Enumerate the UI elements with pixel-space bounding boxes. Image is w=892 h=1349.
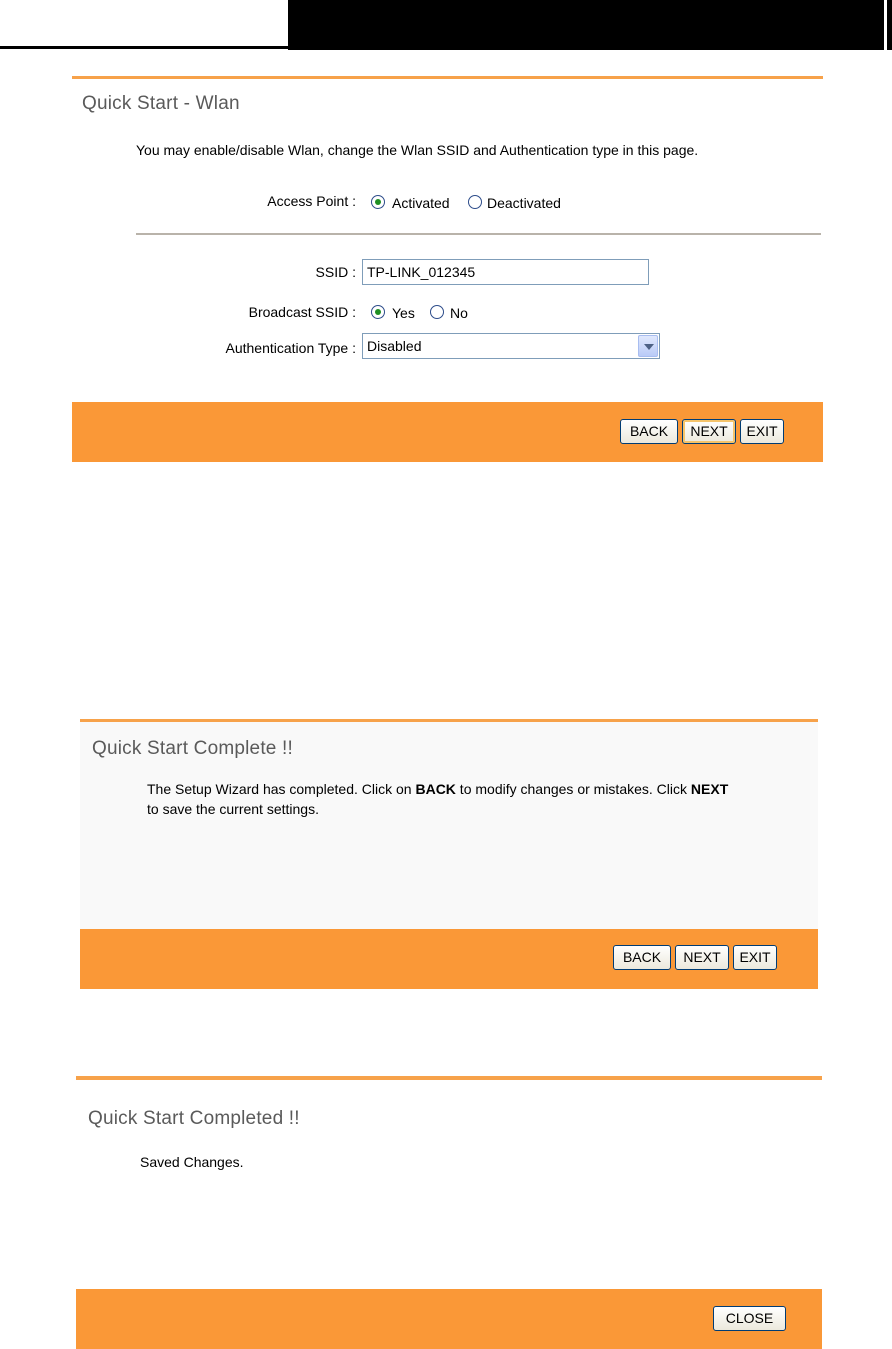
completed-panel	[76, 1076, 822, 1349]
ssid-input[interactable]	[362, 259, 649, 285]
wlan-panel	[72, 76, 823, 462]
authentication-type-select[interactable]	[362, 333, 660, 359]
next-button[interactable]: NEXT	[682, 419, 736, 444]
broadcast-ssid-no-radio[interactable]	[430, 305, 444, 319]
access-point-activated-label[interactable]: Activated	[392, 195, 450, 211]
access-point-label: Access Point :	[267, 193, 356, 209]
exit-button[interactable]: EXIT	[733, 945, 777, 970]
panel-top-rule	[80, 719, 818, 722]
button-footer	[72, 402, 823, 462]
broadcast-ssid-yes-radio[interactable]	[371, 305, 385, 319]
completion-description-line2: to save the current settings.	[147, 801, 319, 817]
page-description: You may enable/disable Wlan, change the Wlan SSID and Authentication type in this page.	[136, 142, 699, 158]
authentication-type-value: Disabled	[367, 338, 422, 354]
chevron-down-icon[interactable]	[638, 335, 658, 357]
button-footer	[76, 1289, 822, 1349]
broadcast-ssid-no-label[interactable]: No	[450, 305, 468, 321]
header-rule	[0, 46, 288, 49]
page-title: Quick Start Complete !!	[92, 738, 294, 759]
header-bar	[288, 0, 892, 50]
page-title: Quick Start Completed !!	[88, 1108, 300, 1129]
authentication-type-label: Authentication Type :	[225, 340, 356, 356]
broadcast-ssid-yes-label[interactable]: Yes	[392, 305, 415, 321]
header-edge	[884, 0, 887, 50]
access-point-deactivated-radio[interactable]	[468, 195, 482, 209]
complete-panel	[80, 719, 818, 989]
broadcast-ssid-label: Broadcast SSID :	[248, 304, 356, 320]
header-left	[0, 0, 288, 48]
back-button[interactable]: BACK	[613, 945, 671, 970]
saved-message: Saved Changes.	[140, 1154, 244, 1170]
next-keyword: NEXT	[690, 781, 729, 797]
page-title: Quick Start - Wlan	[82, 93, 240, 114]
exit-button[interactable]: EXIT	[740, 419, 784, 444]
close-button[interactable]: CLOSE	[713, 1306, 786, 1331]
back-keyword: BACK	[415, 781, 456, 797]
ssid-label: SSID :	[315, 264, 356, 280]
button-footer	[80, 929, 818, 989]
access-point-activated-radio[interactable]	[371, 195, 385, 209]
back-button[interactable]: BACK	[620, 419, 678, 444]
completion-description-line1	[147, 781, 728, 797]
description-text: The Setup Wizard has completed. Click on	[147, 781, 416, 797]
panel-top-rule	[76, 1076, 822, 1080]
next-button[interactable]: NEXT	[675, 945, 729, 970]
description-text: to modify changes or mistakes. Click	[455, 781, 691, 797]
section-divider	[136, 233, 821, 235]
access-point-deactivated-label[interactable]: Deactivated	[487, 195, 561, 211]
panel-top-rule	[72, 76, 823, 79]
